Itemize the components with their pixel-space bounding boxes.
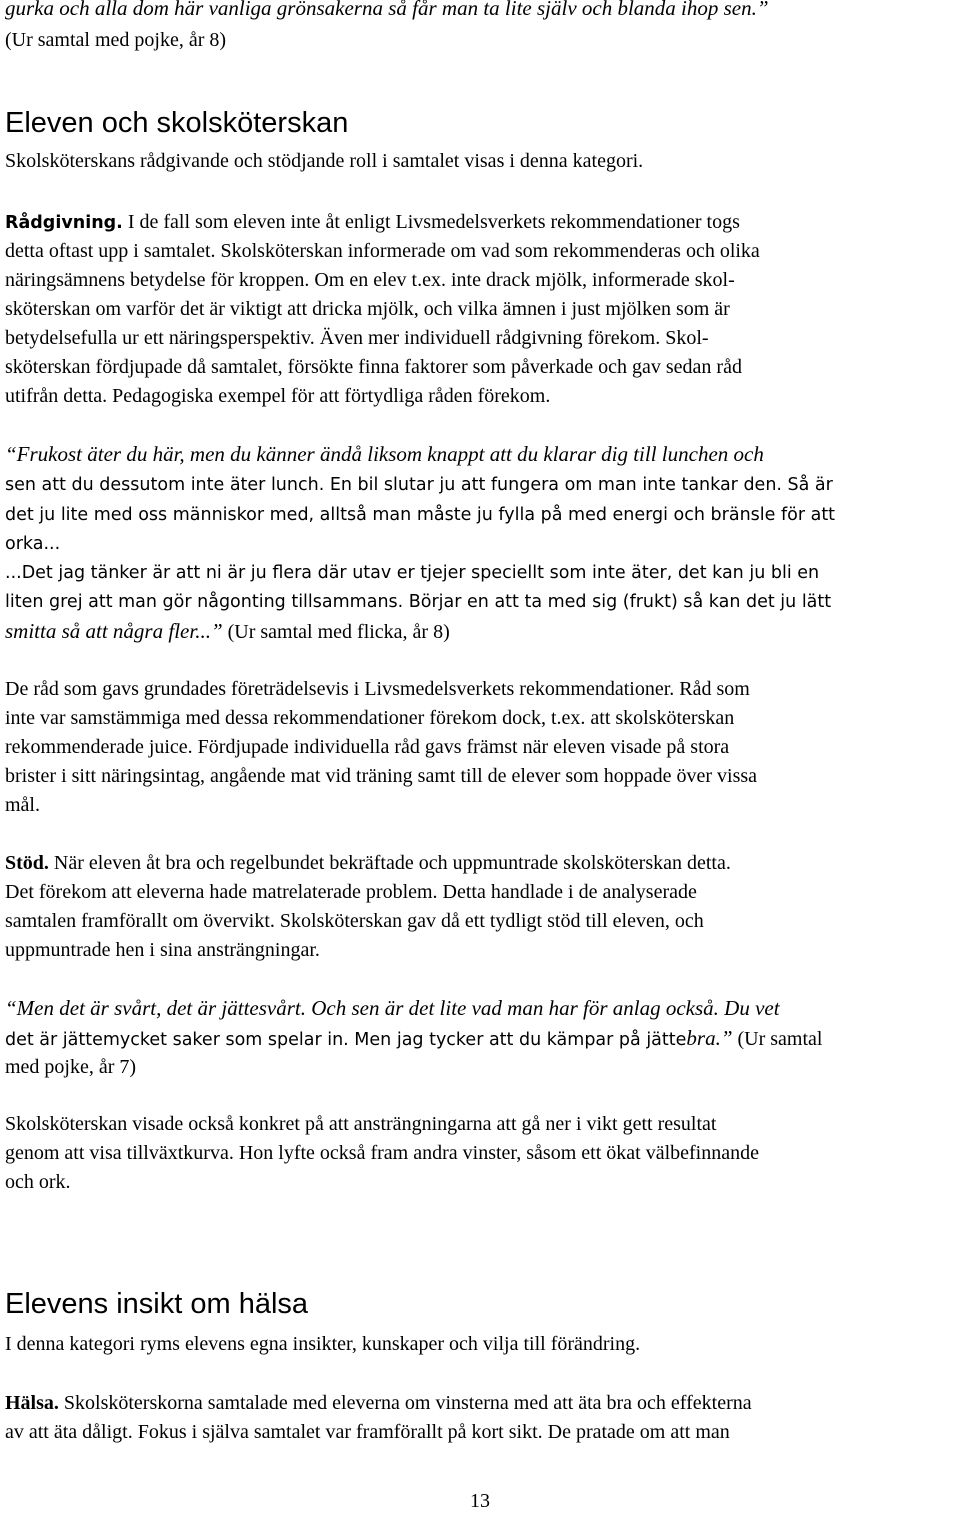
radgivning-line-6: sköterskan fördjupade då samtalet, försökte finna faktorer som påverkade och gav sedan råd [5, 356, 742, 378]
quote-continuation: gurka och alla dom här vanliga grönsakerna så får man ta lite själv och blanda ihop sen.” [5, 0, 769, 20]
quote1-line-6: liten grej att man gör någonting tillsammans. Börjar en att ta med sig (frukt) så kan det ju lätt [5, 592, 832, 612]
quote1-line-1: “Frukost äter du här, men du känner ändå liksom knappt att du klarar dig till lunchen och [5, 442, 764, 466]
quote2-line-3: med pojke, år 7) [5, 1056, 137, 1078]
stod-line-4: uppmuntrade hen i sina ansträngningar. [5, 939, 320, 961]
halsa-line-1: Hälsa. Skolsköterskorna samtalade med eleverna om vinsterna med att äta bra och effekterna [5, 1392, 752, 1414]
stod-line-3: samtalen framförallt om övervikt. Skolsköterskan gav då ett tydligt stöd till eleven, och [5, 910, 704, 932]
quote1-line-7: smitta så att några fler...” (Ur samtal med flicka, år 8) [5, 619, 450, 643]
halsa-label: Hälsa. [5, 1392, 59, 1414]
rad-para-line-5: mål. [5, 794, 40, 816]
stod-line-1: Stöd. När eleven åt bra och regelbundet bekräftade och uppmuntrade skolsköterskan detta. [5, 852, 731, 874]
radgivning-line-1: Rådgivning. I de fall som eleven inte åt enligt Livsmedelsverkets rekommendationer togs [5, 211, 740, 233]
halsa-line-2: av att äta dåligt. Fokus i själva samtalet var framförallt på kort sikt. De pratade om att man [5, 1421, 730, 1443]
quote2-line-1: “Men det är svårt, det är jättesvårt. Och sen är det lite vad man har för anlag också. Du vet [5, 996, 780, 1020]
stod-line-2: Det förekom att eleverna hade matrelaterade problem. Detta handlade i de analyserade [5, 881, 697, 903]
section2-intro: I denna kategori ryms elevens egna insikter, kunskaper och vilja till förändring. [5, 1333, 641, 1355]
quote1-line-2: sen att du dessutom inte äter lunch. En bil slutar ju att fungera om man inte tankar den. Så är [5, 475, 833, 495]
quote1-source: (Ur samtal med flicka, år 8) [222, 621, 450, 643]
quote-source: (Ur samtal med pojke, år 8) [5, 29, 227, 51]
page-number: 13 [470, 1490, 490, 1512]
quote1-line-3: det ju lite med oss människor med, alltså man måste ju fylla på med energi och bränsle för att [5, 505, 836, 525]
section-intro: Skolsköterskans rådgivande och stödjande roll i samtalet visas i denna kategori. [5, 150, 644, 172]
section-heading-elevens-insikt: Elevens insikt om hälsa [5, 1288, 309, 1320]
rad-para-line-2: inte var samstämmiga med dessa rekommendationer förekom dock, t.ex. att skolsköterskan [5, 707, 735, 729]
closing-para-line-3: och ork. [5, 1171, 71, 1193]
closing-para-line-1: Skolsköterskan visade också konkret på att ansträngningarna att gå ner i vikt gett resultat [5, 1113, 717, 1135]
closing-para-line-2: genom att visa tillväxtkurva. Hon lyfte också fram andra vinster, såsom ett ökat välbefinnande [5, 1142, 759, 1164]
quote2-line-2: det är jättemycket saker som spelar in. Men jag tycker att du kämpar på jättebra.” (Ur samtal [5, 1026, 823, 1050]
rad-para-line-3: rekommenderade juice. Fördjupade individuella råd gavs främst när eleven visade på stora [5, 736, 730, 758]
quote2-source: (Ur samtal [732, 1028, 823, 1050]
radgivning-label: Rådgivning. [5, 213, 123, 233]
radgivning-line-4: sköterskan om varför det är viktigt att dricka mjölk, och vilka ämnen i just mjölken som är [5, 298, 730, 320]
rad-para-line-4: brister i sitt näringsintag, angående mat vid träning samt till de elever som hoppade över vissa [5, 765, 758, 787]
quote1-line-5: ...Det jag tänker är att ni är ju flera där utav er tjejer speciellt som inte äter, det kan ju bli en [5, 563, 820, 583]
quote1-line-4: orka... [5, 534, 61, 554]
radgivning-line-7: utifrån detta. Pedagogiska exempel för att förtydliga råden förekom. [5, 385, 551, 407]
section-heading-eleven-och-skolskoterskan: Eleven och skolsköterskan [5, 107, 349, 139]
radgivning-line-5: betydelsefulla ur ett näringsperspektiv. Även mer individuell rådgivning förekom. Skol- [5, 327, 709, 349]
rad-para-line-1: De råd som gavs grundades företrädelsevis i Livsmedelsverkets rekommendationer. Råd som [5, 678, 750, 700]
stod-label: Stöd. [5, 852, 49, 874]
radgivning-line-2: detta oftast upp i samtalet. Skolsköterskan informerade om vad som rekommenderas och olika [5, 240, 760, 262]
radgivning-line-3: näringsämnens betydelse för kroppen. Om en elev t.ex. inte drack mjölk, informerade skol- [5, 269, 735, 291]
